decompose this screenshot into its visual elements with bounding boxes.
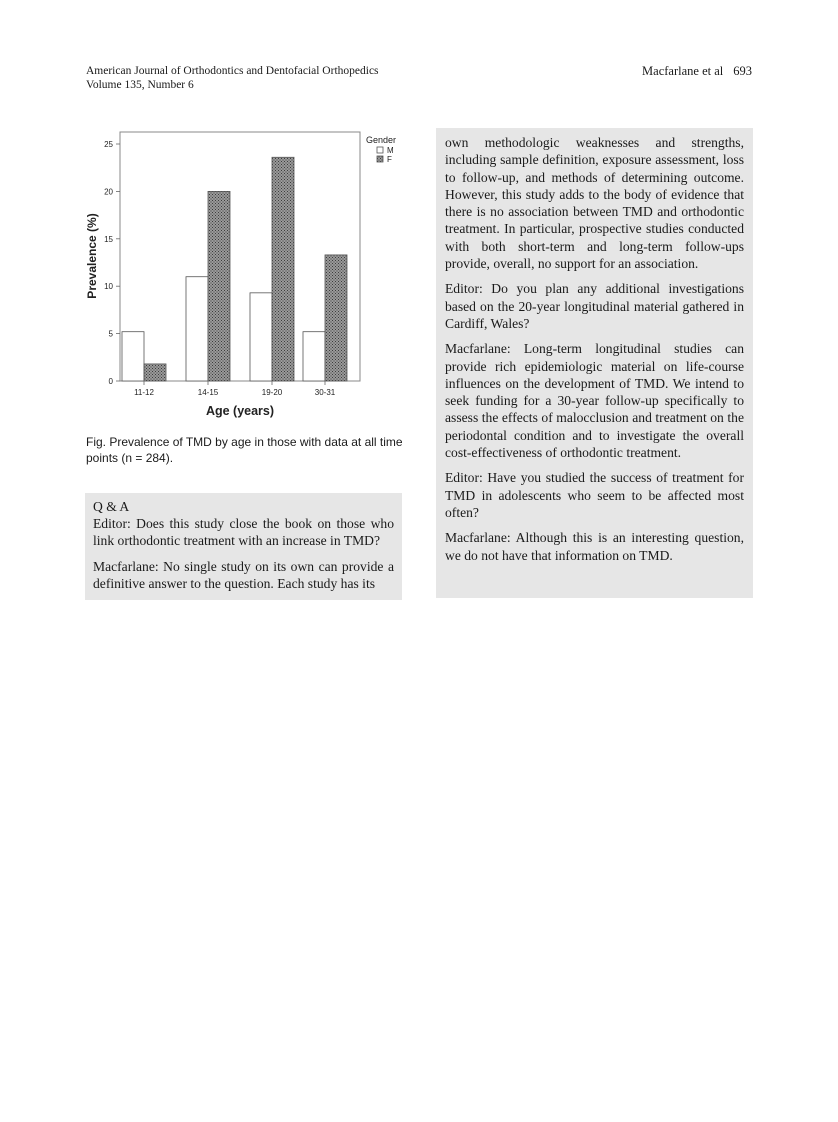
journal-name: American Journal of Orthodontics and Dentofacial Orthopedics bbox=[86, 65, 379, 77]
legend-title: Gender bbox=[366, 135, 397, 145]
bar-f-11-12 bbox=[144, 364, 166, 381]
x-tick-label: 30-31 bbox=[314, 388, 336, 397]
y-tick-label: 0 bbox=[108, 377, 113, 386]
y-tick-label: 5 bbox=[108, 329, 113, 339]
bar-m-19-20 bbox=[250, 293, 272, 381]
qa-paragraph: Macfarlane: Long-term longitudinal studies can provide rich epidemiologic material on life-course influences on the development of TMD. We intend to seek funding for a 30-year follow-up specifically to assess the effects of malocclusion and treatment on the periodontal condition and to investigate the overall cost-effectiveness of orthodontic treatment. bbox=[445, 341, 744, 461]
legend-label-f: F bbox=[387, 155, 392, 164]
legend-swatch-f bbox=[377, 156, 383, 162]
x-tick-label: 19-20 bbox=[261, 388, 283, 397]
running-header-journal bbox=[86, 64, 379, 92]
running-header-page bbox=[642, 64, 752, 79]
qa-paragraph: Editor: Do you plan any additional investigations based on the 20-year longitudinal material gathered in Cardiff, Wales? bbox=[445, 281, 744, 331]
qa-box-right bbox=[436, 128, 753, 598]
x-axis-label: Age (years) bbox=[205, 404, 275, 418]
qa-paragraph: Macfarlane: No single study on its own can provide a definitive answer to the question. Each study has its bbox=[93, 558, 394, 591]
legend-swatch-m bbox=[377, 147, 383, 153]
y-tick-label: 10 bbox=[104, 282, 113, 292]
y-tick-label: 15 bbox=[104, 234, 113, 244]
bar-m-11-12 bbox=[122, 332, 144, 381]
x-tick-label: 14-15 bbox=[197, 388, 219, 397]
figure-caption: Fig. Prevalence of TMD by age in those with data at all time points (n = 284). bbox=[86, 435, 403, 465]
legend bbox=[366, 135, 396, 164]
y-axis-label: Prevalence (%) bbox=[85, 213, 99, 299]
legend-label-m: M bbox=[387, 146, 394, 155]
prevalence-chart-svg bbox=[80, 128, 410, 428]
qa-paragraph: Editor: Have you studied the success of treatment for TMD in adolescents who seem to be affected most often? bbox=[445, 470, 744, 520]
bar-m-14-15 bbox=[186, 277, 208, 381]
prevalence-chart bbox=[80, 128, 410, 428]
journal-volume: Volume 135, Number 6 bbox=[86, 79, 194, 91]
qa-title: Q & A bbox=[93, 499, 130, 514]
bar-f-14-15 bbox=[208, 191, 230, 381]
y-tick-label: 25 bbox=[104, 140, 113, 149]
qa-paragraph: Macfarlane: Although this is an interesting question, we do not have that information on TMD. bbox=[445, 530, 744, 563]
header-authors: Macfarlane et al bbox=[642, 64, 724, 78]
bar-f-19-20 bbox=[272, 157, 294, 381]
qa-paragraph: Editor: Does this study close the book on those who link orthodontic treatment with an increase in TMD? bbox=[93, 516, 394, 549]
qa-paragraph: own methodologic weaknesses and strengths, including sample definition, exposure assessment, loss to follow-up, and methods of determining outcome. However, this study adds to the body of evidence that there is no association between TMD and orthodontic treatment. In particular, prospective studies conducted with both short-term and long-term follow-ups provide, overall, no support for an association. bbox=[445, 135, 744, 272]
x-tick-label: 11-12 bbox=[134, 388, 154, 397]
bar-f-30-31 bbox=[325, 255, 347, 381]
y-tick-label: 20 bbox=[104, 187, 113, 197]
bar-m-30-31 bbox=[303, 332, 325, 381]
qa-box-left bbox=[85, 493, 402, 600]
page-number: 693 bbox=[733, 64, 752, 78]
